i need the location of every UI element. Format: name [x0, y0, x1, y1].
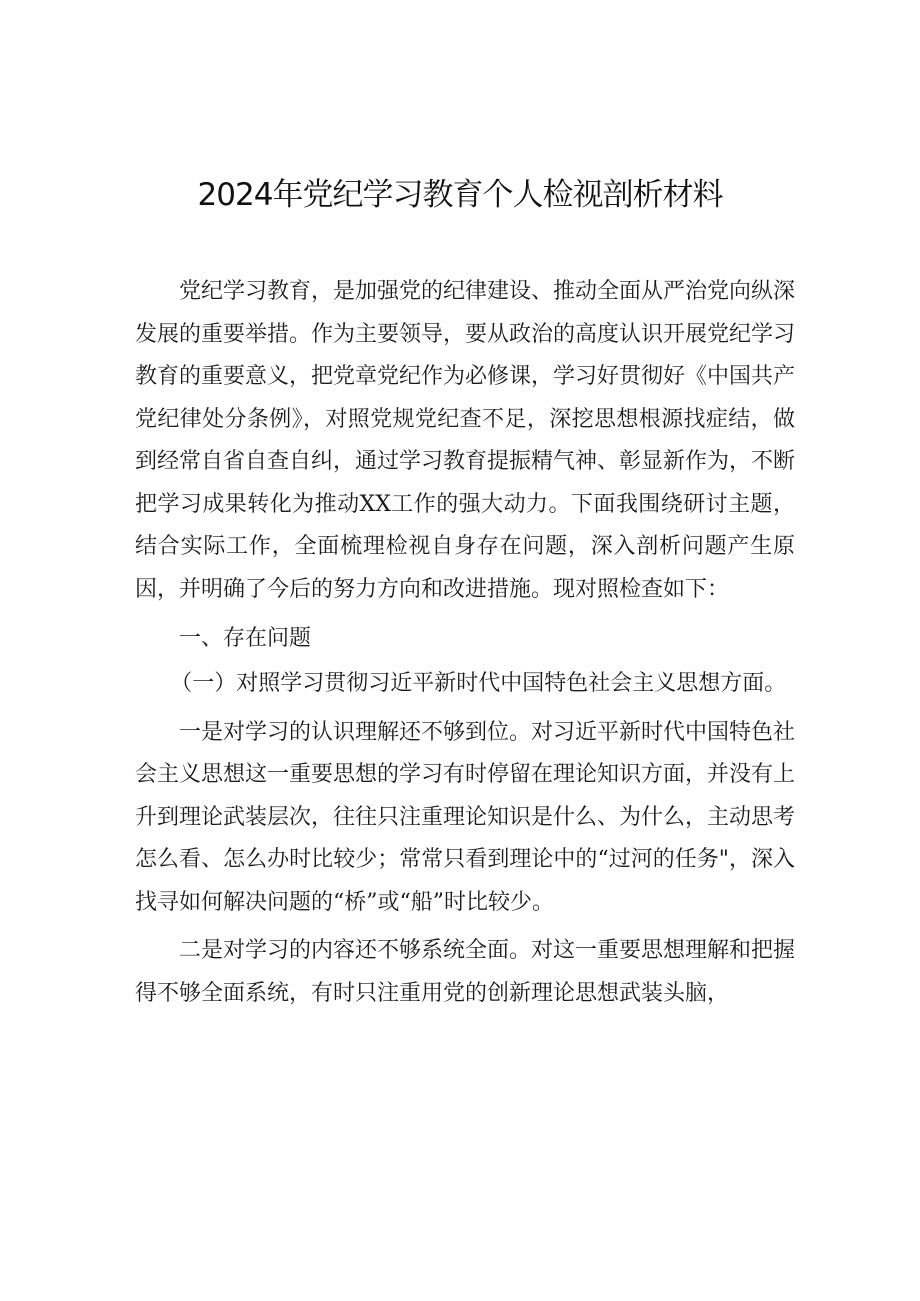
subsection-heading-1: （一）对照学习贯彻习近平新时代中国特色社会主义思想方面。	[170, 671, 787, 696]
document-title: 2024年党纪学习教育个人检视剖析材料	[197, 177, 723, 213]
intro-paragraph: 党纪学习教育，是加强党的纪律建设、推动全面从严治党向纵深发展的重要举措。作为主要领导，要从政治的高度认识开展党纪学习教育的重要意义，把党章党纪作为必修课，学习好贯彻好《中国共产党纪律处分条例》，对照党规党纪查不足，深挖思想根源找症结，做到经常自省自查自纠，通过学习教育提振精气神、彰显新作为，不断把学习成果转化为推动XX工作的强大动力。下面我围绕研讨主题，结合实际工作，全面梳理检视自身存在问题，深入剖析问题产生原因，并明确了今后的努力方向和改进措施。现对照检查如下：	[135, 279, 796, 602]
section-heading-problems: 一、存在问题	[179, 626, 312, 651]
point-paragraph-2: 二是对学习的内容还不够系统全面。对这一重要思想理解和把握得不够全面系统，有时只注重用党的创新理论思想武装头脑，	[135, 938, 796, 1006]
document-body	[135, 271, 795, 1015]
point-paragraph-1: 一是对学习的认识理解还不够到位。对习近平新时代中国特色社会主义思想这一重要思想的学习有时停留在理论知识方面，并没有上升到理论武装层次，往往只注重理论知识是什么、为什么，主动思考怎么看、怎么办时比较少；常常只看到理论中的“过河的任务"，深入找寻如何解决问题的“桥”或“船”时比较少。	[135, 719, 796, 915]
